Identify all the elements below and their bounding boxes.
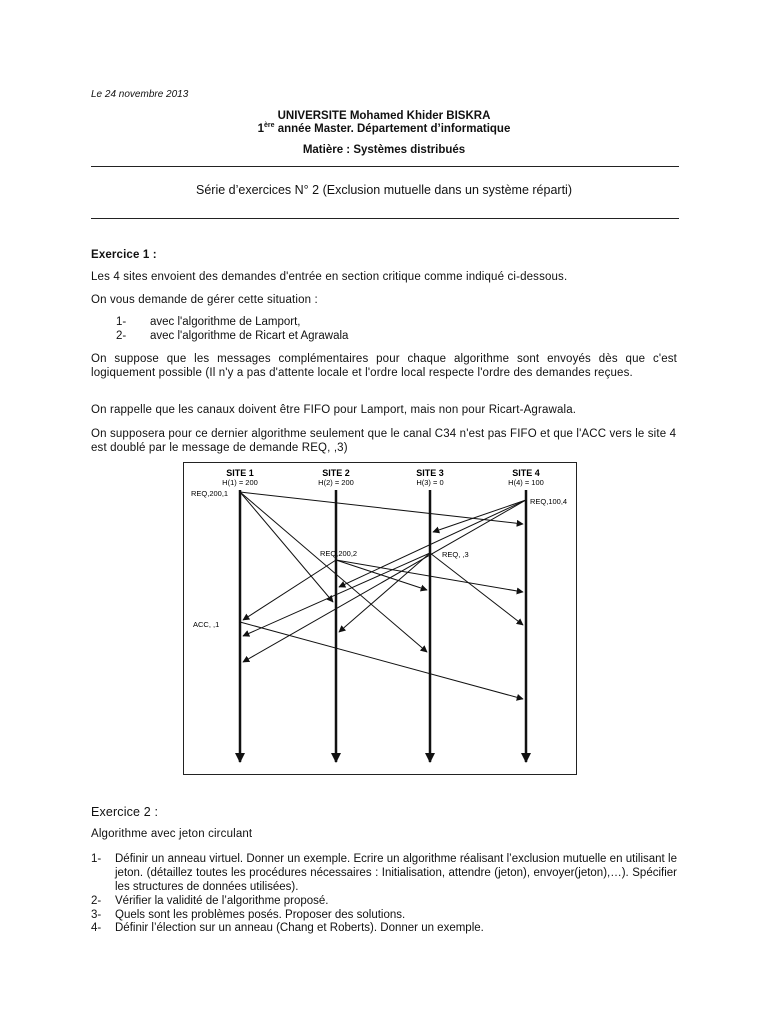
message-arrow [339,500,526,587]
list-item-text: Vérifier la validité de l’algorithme proposé. [115,895,329,907]
site-3-clock: H(3) = 0 [416,478,444,487]
message-arrow [339,553,430,632]
message-arrow [240,622,523,699]
site-2-clock: H(2) = 200 [318,478,354,487]
exercise-1-assumption: On suppose que les messages complémentaires pour chaque algorithme sont envoyés dès que c'est logiquement possible (Il n'y a pas d'attente locale et l'ordre local respecte l'ordre des demandes reçues. [91,353,677,379]
list-item-number: 4- [91,922,102,934]
top-rule [91,166,679,167]
list-item-number: 1- [116,316,127,328]
university-name: UNIVERSITE Mohamed Khider BISKRA [277,110,491,122]
list-item-text: avec l'algorithme de Ricart et Agrawala [150,330,349,342]
site-4-clock: H(4) = 100 [508,478,544,487]
message-sequence-diagram [183,462,577,775]
exercise-1-intro: Les 4 sites envoient des demandes d'entrée en section critique comme indiqué ci-dessous. [91,271,568,283]
site-1-name: SITE 1 [226,468,254,478]
site-3-name: SITE 3 [416,468,444,478]
list-item-text: avec l'algorithme de Lamport, [150,316,301,328]
req-site-2-label: REQ,200,2 [320,549,358,558]
serie-title: Série d’exercices N° 2 (Exclusion mutuelle dans un système réparti) [196,183,572,197]
subject-line: Matière : Systèmes distribués [302,144,466,156]
message-arrow [243,560,336,620]
exercise-1-channel-note: On supposera pour ce dernier algorithme seulement que le canal C34 n'est pas FIFO et que l'ACC vers le site 4 est doublé par le message de demande REQ, ,3) [91,428,677,454]
message-arrow [240,492,333,602]
exercise-1-request: On vous demande de gérer cette situation : [91,294,318,306]
document-date: Le 24 novembre 2013 [91,89,189,100]
list-item-number: 2- [91,895,102,907]
year-number: 1 [257,122,265,135]
list-item-number: 3- [91,909,102,921]
list-item-text: Définir un anneau virtuel. Donner un exemple. Ecrire un algorithme réalisant l’exclusion mutuelle en utilisant le jeton. (détaillez toutes les procédures nécessaires : Initialisation, attendre (jeton), envoyer(jeton),…). Spécifier les structures de données utilisées). [115,853,677,893]
diagram-frame [184,463,577,775]
program-line [0,122,768,135]
site-4-name: SITE 4 [512,468,540,478]
req-site-1-label: REQ,200,1 [191,489,229,498]
message-arrow [243,500,526,662]
list-item-text: Quels sont les problèmes posés. Proposer des solutions. [115,909,406,921]
req-site-4-label: REQ,100,4 [530,497,568,506]
message-arrow [433,500,526,532]
message-arrow [240,492,523,524]
site-1-clock: H(1) = 200 [222,478,258,487]
bottom-rule [91,218,679,219]
exercise-1-fifo-note: On rappelle que les canaux doivent être FIFO pour Lamport, mais non pour Ricart-Agrawala. [91,404,577,416]
acc-site-1-label: ACC, ,1 [193,620,220,629]
list-item-number: 1- [91,853,102,865]
message-arrow [430,553,523,625]
exercise-2-title: Exercice 2 : [91,805,159,819]
list-item-number: 2- [116,330,127,342]
req-site-3-label: REQ, ,3 [442,550,469,559]
message-arrow [240,492,427,652]
exercise-2-subtitle: Algorithme avec jeton circulant [91,828,253,840]
list-item-text: Définir l’élection sur un anneau (Chang et Roberts). Donner un exemple. [115,922,484,934]
program-text: année Master. Département d’informatique [274,122,511,135]
exercise-1-title: Exercice 1 : [91,249,157,261]
site-2-name: SITE 2 [322,468,350,478]
year-superscript: ère [264,122,275,129]
